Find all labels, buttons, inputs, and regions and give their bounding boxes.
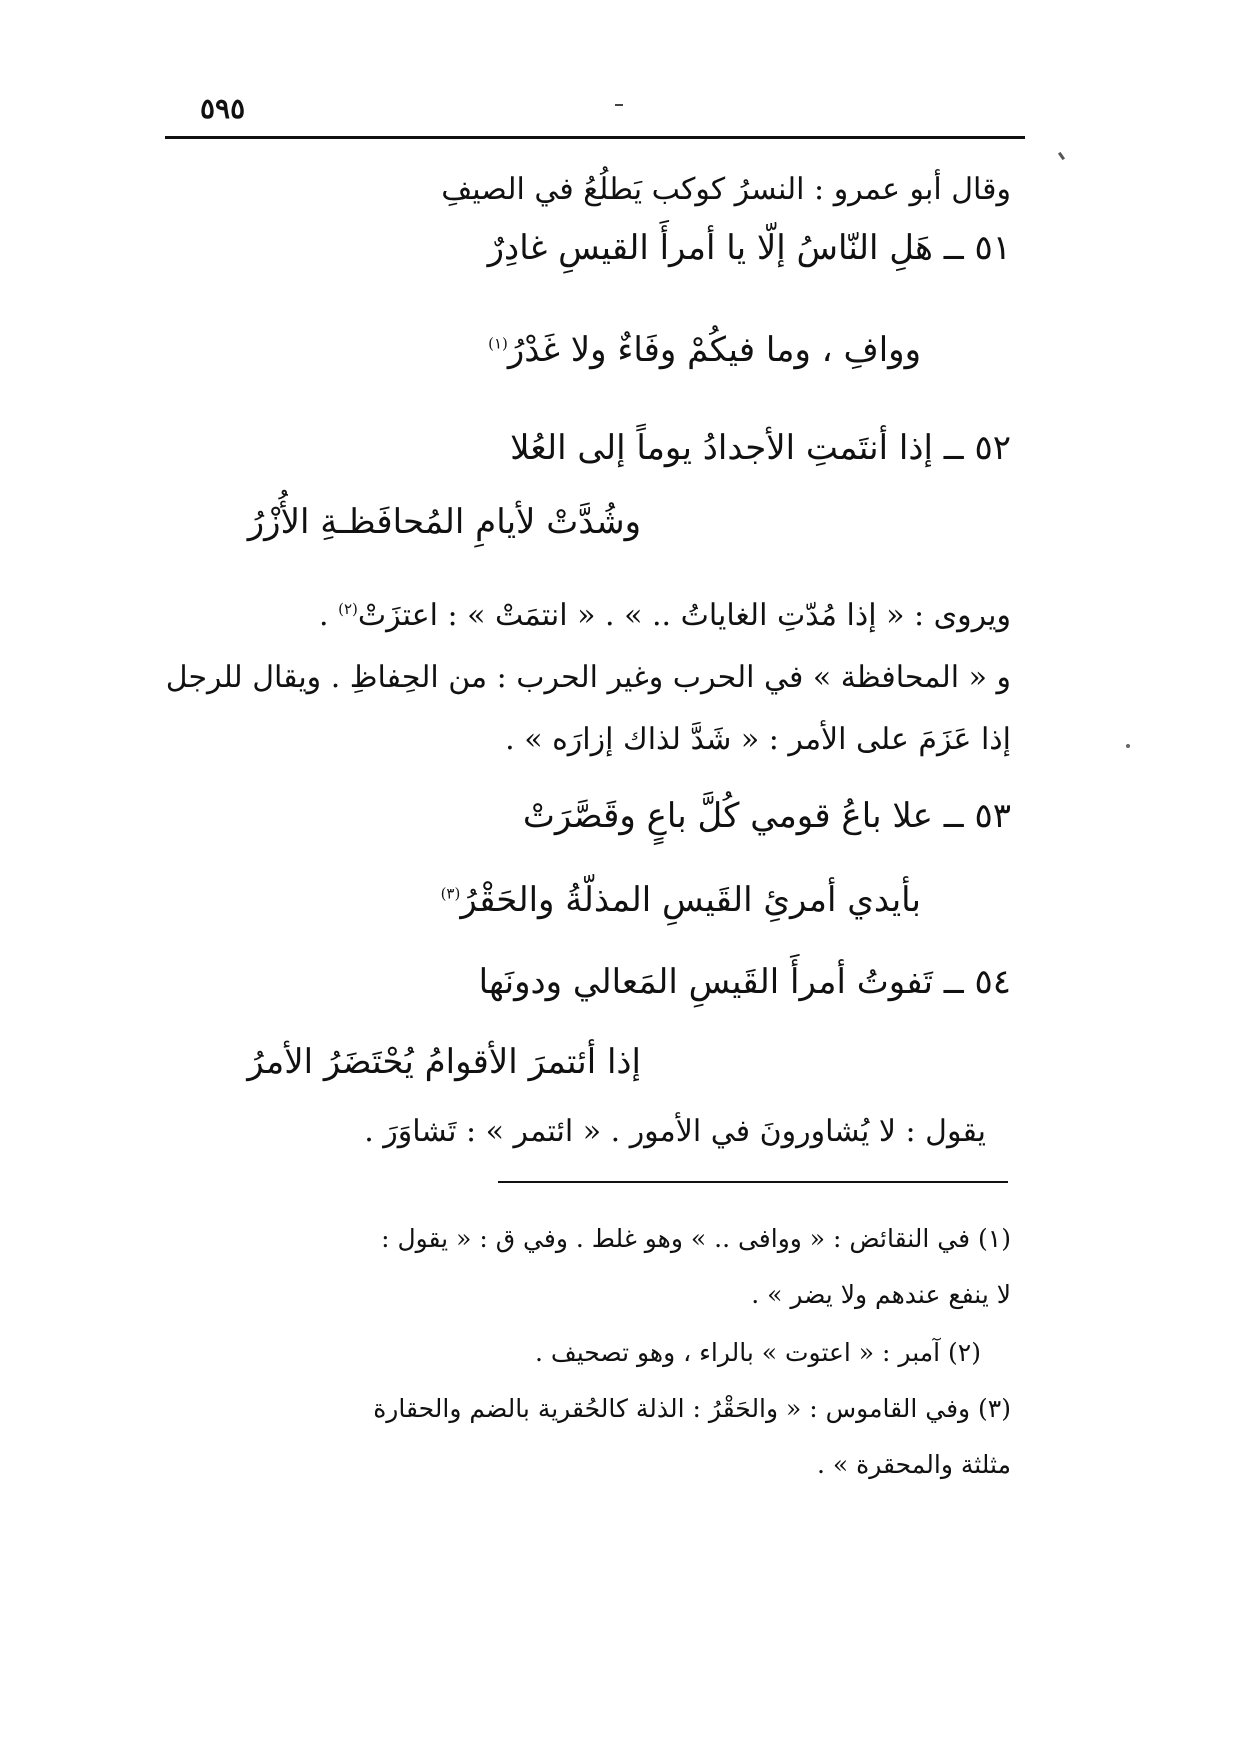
commentary-54: يقول : لا يُشاورونَ في الأمور . « ائتمر » : تَشاوَرَ . bbox=[364, 1114, 986, 1149]
verse-52-first-hemistich: ٥٢ ــ إذا أنتَمتِ الأجدادُ يوماً إلى العُلا bbox=[510, 428, 1011, 468]
verse-51-second-text: ووافِ ، وما فيكُمْ وفَاءٌ ولا غَدْرُ bbox=[507, 330, 921, 370]
verse-53-second-text: بأيدي أمرئِ القَيسِ المذلّةُ والحَقْرُ bbox=[460, 880, 921, 920]
footnote-2-line-1: (٢) آمبر : « اعتوت » بالراء ، وهو تصحيف . bbox=[534, 1338, 981, 1367]
verse-51-second-hemistich bbox=[488, 330, 921, 371]
verse-52-second-hemistich: وشُدَّتْ لأيامِ المُحافَظـةِ الأُزْرُ bbox=[247, 502, 641, 542]
verse-54-second-hemistich: إذا أئتمرَ الأقوامُ يُحْتَضَرُ الأمرُ bbox=[247, 1042, 641, 1082]
footnote-rule bbox=[498, 1181, 1008, 1183]
verse-54-first-hemistich: ٥٤ ــ تَفوتُ أمرأَ القَيسِ المَعالي ودونَها bbox=[478, 962, 1011, 1002]
verse-53-first-hemistich: ٥٣ ــ علا باعُ قومي كُلَّ باعٍ وقَصَّرَتْ bbox=[522, 796, 1011, 836]
footnote-1-line-2: لا ينفع عندهم ولا يضر » . bbox=[751, 1280, 1011, 1309]
footnote-3-line-1: (٣) وفي القاموس : « والحَقْرُ : الذلة كالحُقرية بالضم والحقارة bbox=[373, 1394, 1011, 1423]
scan-speck bbox=[1058, 152, 1065, 160]
footnote-ref-2: (٢) bbox=[338, 600, 358, 618]
footnote-ref-1: (١) bbox=[488, 334, 508, 353]
verse-51-first-hemistich: ٥١ ــ هَلِ النّاسُ إلّا يا أمرأَ القيسِ غادِرٌ bbox=[487, 228, 1011, 268]
page-number: ٥٩٥ bbox=[200, 92, 246, 125]
footnote-1-line-1: (١) في النقائض : « ووافى .. » وهو غلط . وفي ق : « يقول : bbox=[381, 1224, 1011, 1253]
commentary-line-1-text: ويروى : « إذا مُدّتِ الغاياتُ .. » . « انتمَتْ » : اعتزَتْ bbox=[357, 598, 1011, 633]
footnote-ref-3: (٣) bbox=[440, 884, 461, 903]
header-rule bbox=[165, 136, 1025, 139]
scan-speck bbox=[615, 104, 623, 106]
commentary-line-1: ويروى : « إذا مُدّتِ الغاياتُ .. » . « انتمَتْ » : اعتزَتْ$^{(٢)}$ . bbox=[319, 598, 1011, 633]
intro-line: وقال أبو عمرو : النسرُ كوكب يَطلُعُ في الصيفِ bbox=[441, 172, 1011, 207]
scan-speck bbox=[1126, 744, 1130, 748]
commentary-line-3: إذا عَزَمَ على الأمر : « شَدَّ لذاك إزارَه » . bbox=[505, 722, 1011, 757]
commentary-line-2: و « المحافظة » في الحرب وغير الحرب : من الحِفاظِ . ويقال للرجل bbox=[165, 660, 1011, 695]
verse-53-second-hemistich bbox=[441, 880, 921, 921]
footnote-3-line-2: مثلثة والمحقرة » . bbox=[816, 1450, 1011, 1479]
